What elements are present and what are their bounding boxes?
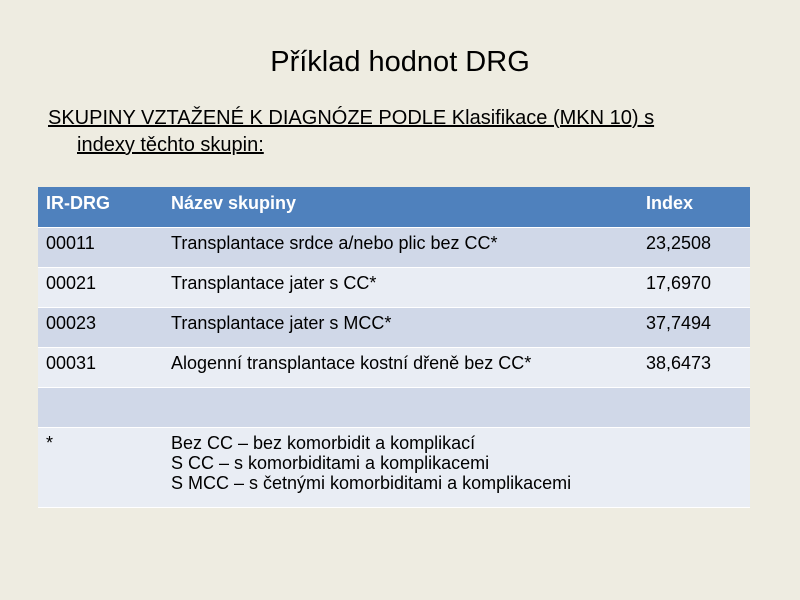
cell-index: 23,2508 (638, 227, 750, 267)
table-header-row (38, 187, 750, 227)
cell-index: 38,6473 (638, 347, 750, 387)
subtitle-line-1: SKUPINY VZTAŽENÉ K DIAGNÓZE PODLE Klasifikace (MKN 10) s (48, 107, 655, 129)
table-row (38, 267, 750, 307)
subtitle-line-2 (48, 132, 748, 159)
table-empty-row (38, 387, 750, 427)
note-text (163, 427, 638, 507)
note-line: S CC – s komorbiditami a komplikacemi (171, 452, 490, 473)
cell-code: 00023 (38, 307, 163, 347)
cell-empty (638, 387, 750, 427)
table-note-row (38, 427, 750, 507)
table-row (38, 227, 750, 267)
note-line: Bez CC – bez komorbidit a komplikací (171, 432, 476, 453)
cell-index: 17,6970 (638, 267, 750, 307)
header-index: Index (638, 187, 750, 227)
slide-subtitle (48, 105, 748, 159)
table-row (38, 347, 750, 387)
cell-code: 00031 (38, 347, 163, 387)
cell-name: Alogenní transplantace kostní dřeně bez CC* (163, 347, 638, 387)
cell-name: Transplantace jater s MCC* (163, 307, 638, 347)
cell-empty (163, 387, 638, 427)
cell-name: Transplantace jater s CC* (163, 267, 638, 307)
drg-table (38, 187, 750, 508)
subtitle-line-2-text: indexy těchto skupin: (77, 134, 264, 156)
cell-code: 00021 (38, 267, 163, 307)
note-line: S MCC – s četnými komorbiditami a komplikacemi (171, 472, 572, 493)
table-row (38, 307, 750, 347)
note-symbol: * (38, 427, 163, 507)
header-code: IR-DRG (38, 187, 163, 227)
slide-title: Příklad hodnot DRG (270, 46, 530, 78)
cell-name: Transplantace srdce a/nebo plic bez CC* (163, 227, 638, 267)
cell-empty (38, 387, 163, 427)
header-name: Název skupiny (163, 187, 638, 227)
note-empty (638, 427, 750, 507)
cell-code: 00011 (38, 227, 163, 267)
cell-index: 37,7494 (638, 307, 750, 347)
